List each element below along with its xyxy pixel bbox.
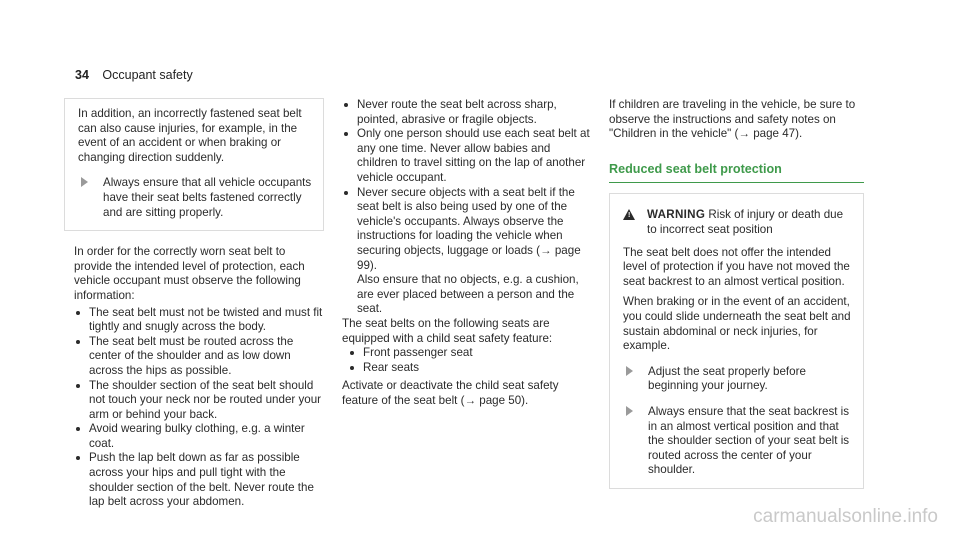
section-title: Reduced seat belt protection: [609, 161, 782, 176]
action-2: [623, 405, 853, 478]
col2-bullet-list: [342, 98, 594, 317]
arrow-icon: [81, 177, 88, 187]
warning-paragraph-2: When braking or in the event of an accident, you could slide underneath the seat belt and sustain abdominal or neck injuries, for example.: [623, 295, 851, 353]
box-instruction: [78, 176, 313, 220]
box-intro: In addition, an incorrectly fastened seat belt can also cause injuries, for example, in the event of an accident or when braking or changing direction suddenly.: [78, 107, 302, 164]
action-1: [623, 365, 853, 394]
list-item: [342, 127, 594, 185]
watermark: carmanualsonline.info: [753, 506, 938, 528]
list-item: [74, 306, 324, 335]
section-rule: [609, 182, 864, 183]
bullet-note: Also ensure that no objects, e.g. a cushion, are ever placed between a person and the seat.: [357, 273, 579, 316]
bullet-icon: [76, 384, 80, 388]
info-box: [64, 98, 324, 231]
column-3: [609, 98, 864, 489]
warning-label: WARNING: [647, 208, 706, 222]
list-item: [342, 186, 594, 317]
bullet-icon: [76, 340, 80, 344]
activate-text: Activate or deactivate the child seat safety feature of the seat belt (→ page 50).: [342, 379, 559, 407]
warning-header: ! WARNING Risk of injury or death due to incorrect seat position: [623, 208, 853, 237]
list-item-text: Rear seats: [363, 360, 420, 374]
list-item-text: Push the lap belt down as far as possible across your hips and pull tight with the shoulder section of the belt. Never route the lap belt across your abdomen.: [89, 451, 314, 509]
bullet-icon: [344, 103, 348, 107]
child-seat-intro: The seat belts on the following seats are equipped with a child seat safety feature:: [342, 316, 553, 345]
bullet-icon: [350, 351, 354, 355]
list-item: [74, 335, 324, 379]
list-item: [348, 346, 594, 361]
col1-intro: In order for the correctly worn seat belt to provide the intended level of protection, each vehicle occupant must observe the following information:: [74, 245, 305, 302]
arrow-icon: [626, 406, 633, 416]
section-name: Occupant safety: [102, 68, 193, 82]
list-item: [342, 98, 594, 127]
page-number: 34: [75, 68, 89, 82]
list-item-text: Avoid wearing bulky clothing, e.g. a winter coat.: [89, 422, 305, 450]
page-header: [75, 68, 193, 83]
column-2: [342, 98, 594, 408]
children-note: If children are traveling in the vehicle, be sure to observe the instructions and safety notes on "Children in the vehicle" (→ page 47).: [609, 98, 856, 141]
bullet-icon: [76, 311, 80, 315]
list-item-text: Only one person should use each seat belt at any one time. Never allow babies and children to travel sitting on the lap of another vehicle occupant.: [357, 127, 590, 184]
list-item-text: The shoulder section of the seat belt should not touch your neck nor be routed under your arm or behind your back.: [89, 378, 322, 421]
col1-bullet-list: [64, 306, 324, 510]
bullet-icon: [76, 456, 80, 460]
list-item-text: Never route the seat belt across sharp, pointed, abrasive or fragile objects.: [357, 98, 557, 126]
arrow-icon: [626, 366, 633, 376]
list-item: [74, 451, 324, 509]
warning-text: Risk of injury or death due to incorrect seat position: [647, 208, 844, 236]
bullet-icon: [344, 191, 348, 195]
list-item: [74, 422, 324, 451]
warning-paragraph-1: The seat belt does not offer the intended level of protection if you have not moved the seat backrest to an almost vertical position.: [623, 245, 850, 288]
list-item-text: The seat belt must not be twisted and must fit tightly and snugly across the body.: [89, 305, 323, 334]
bullet-icon: [344, 132, 348, 136]
bullet-icon: [350, 366, 354, 370]
column-1: [64, 98, 324, 510]
bullet-icon: [76, 427, 80, 431]
box-instruction-text: Always ensure that all vehicle occupants have their seat belts fastened correctly and are sitting properly.: [103, 176, 312, 219]
list-item-text: Front passenger seat: [363, 346, 473, 360]
action-1-text: Adjust the seat properly before beginning your journey.: [648, 364, 806, 393]
list-item: [348, 361, 594, 376]
action-2-text: Always ensure that the seat backrest is in an almost vertical position and that the shoulder section of your seat belt is routed across the center of your shoulder.: [648, 404, 850, 477]
warning-box: [609, 193, 864, 489]
child-seat-list: [342, 346, 594, 375]
list-item-text: The seat belt must be routed across the center of the shoulder and as low down across the hips as possible.: [89, 334, 294, 377]
list-item-text: Never secure objects with a seat belt if the seat belt is also being used by one of the vehicle's occupants. Always observe the instructions for loading the vehicle when securing objects, luggage or loads (→ page 99).: [357, 185, 581, 272]
list-item: [74, 379, 324, 423]
